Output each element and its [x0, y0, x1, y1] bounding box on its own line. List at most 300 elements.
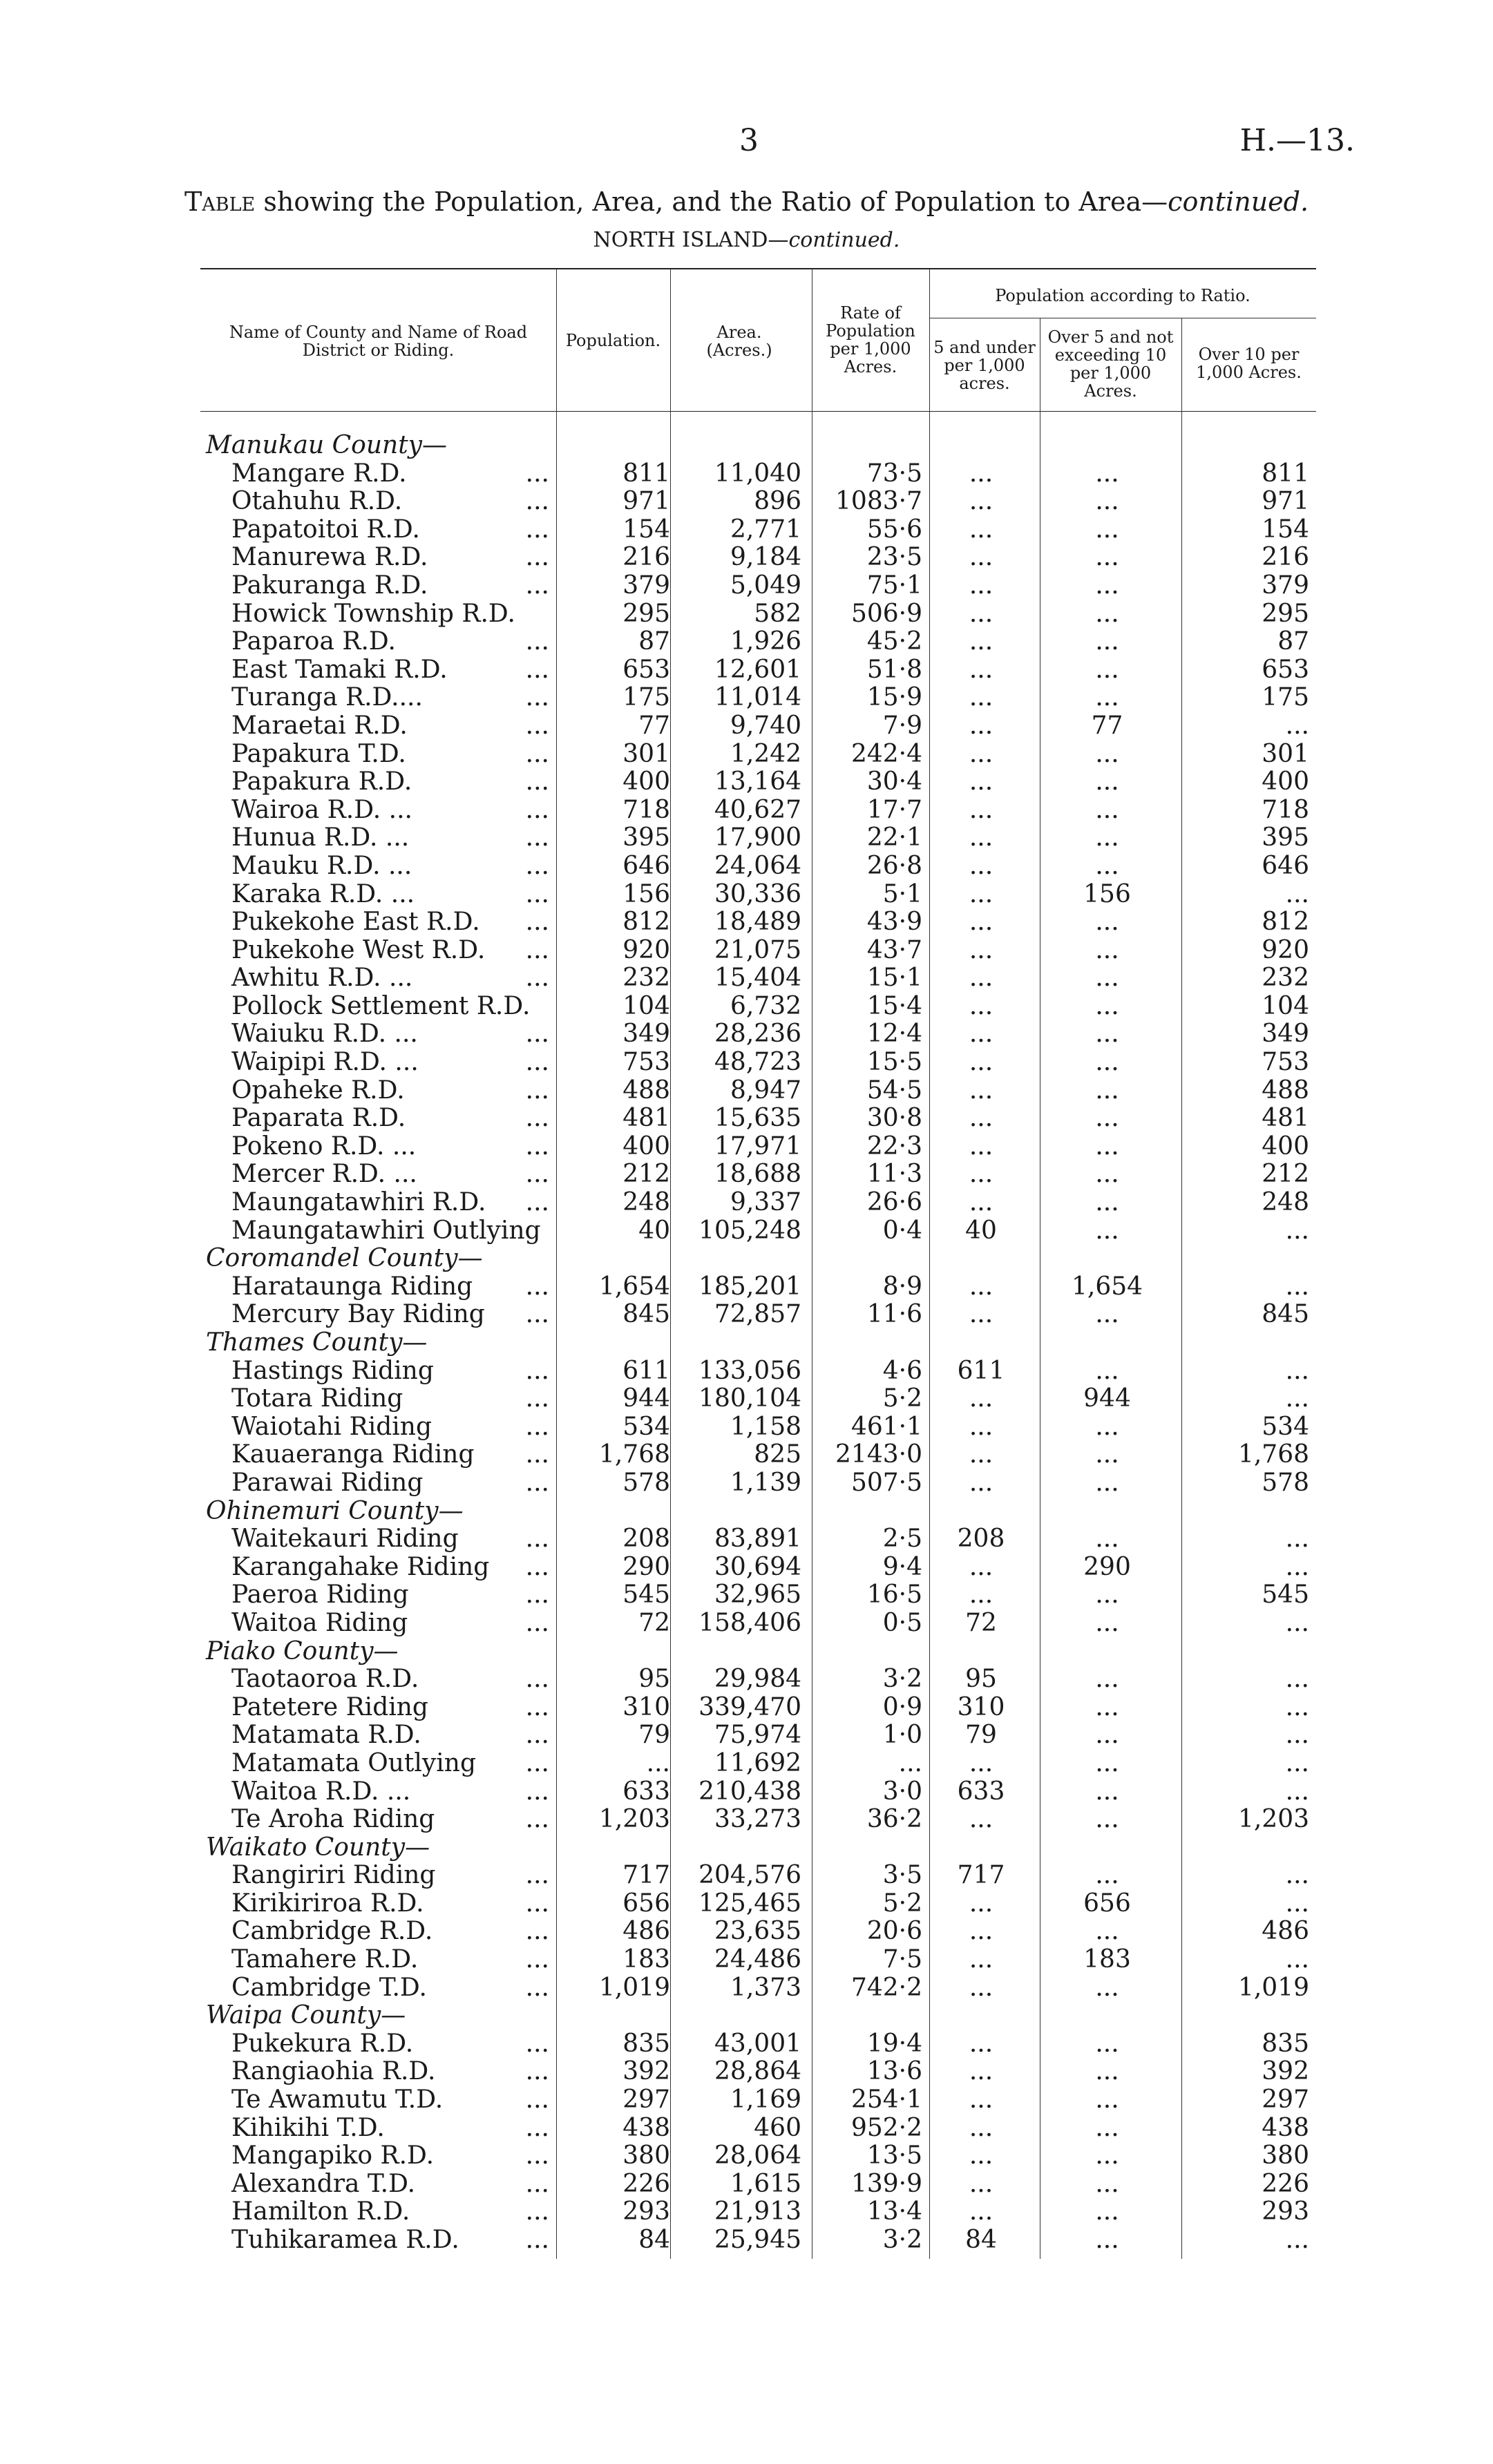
population-cell: 486: [622, 1917, 670, 1946]
5-to-10-cell: ...: [1095, 1692, 1119, 1721]
leader-dots: ...: [525, 1384, 549, 1413]
district-name: Waiuku R.D. ...: [231, 1020, 418, 1049]
population-cell: 481: [622, 1104, 670, 1133]
table-row: [200, 628, 1316, 656]
rate-cell: 15·9: [866, 683, 922, 712]
area-cell: 896: [754, 487, 801, 516]
table-row: [200, 1020, 1316, 1049]
over-10-cell: ...: [1285, 1665, 1309, 1694]
rate-cell: 952·2: [850, 2113, 922, 2142]
district-name: Kirikiriroa R.D.: [231, 1889, 424, 1918]
rate-cell: 12·4: [866, 1020, 922, 1049]
over-10-cell: 395: [1262, 823, 1309, 852]
area-cell: 1,615: [730, 2169, 801, 2198]
table-row: [200, 796, 1316, 825]
leader-dots: ...: [525, 515, 549, 544]
leader-dots: ...: [525, 2226, 549, 2254]
table-row: [200, 2030, 1316, 2059]
population-cell: 154: [622, 515, 670, 544]
table-row: [200, 1581, 1316, 1610]
population-cell: 1,768: [598, 1440, 670, 1469]
population-cell: 534: [622, 1412, 670, 1441]
population-cell: 545: [622, 1580, 670, 1610]
population-cell: 611: [622, 1356, 670, 1385]
rate-cell: 22·1: [866, 823, 922, 852]
rate-cell: 73·5: [866, 459, 922, 488]
5-to-10-cell: ...: [1095, 1721, 1119, 1750]
table-row: [200, 768, 1316, 796]
county-header-row: [200, 1329, 1316, 1357]
population-cell: 1,654: [598, 1272, 670, 1301]
table-row: [200, 1161, 1316, 1189]
county-header-row: [200, 2002, 1316, 2030]
under-5-cell: ...: [969, 1131, 993, 1161]
population-cell: 578: [622, 1468, 670, 1497]
over-10-cell: 845: [1262, 1300, 1309, 1329]
rate-cell: 5·2: [882, 1384, 922, 1413]
district-name: Karangahake Riding: [231, 1552, 490, 1581]
district-name: Pukekohe West R.D.: [231, 935, 486, 964]
document-code: H.—13.: [1239, 123, 1355, 158]
title-continued: continued.: [1168, 187, 1309, 217]
district-name: Rangiaohia R.D.: [231, 2057, 436, 2086]
5-to-10-cell: ...: [1095, 2057, 1119, 2086]
rate-cell: 22·3: [866, 1131, 922, 1161]
table-row: [200, 544, 1316, 572]
table-row: [200, 964, 1316, 993]
header-name: Name of County and Name of Road District or Riding.: [229, 323, 528, 360]
rate-cell: 3·5: [882, 1861, 922, 1890]
table-row: [200, 1301, 1316, 1329]
leader-dots: ...: [525, 795, 549, 824]
area-cell: 25,945: [714, 2226, 801, 2254]
5-to-10-cell: ...: [1095, 1861, 1119, 1890]
under-5-cell: ...: [969, 1468, 993, 1497]
rate-cell: 15·4: [866, 991, 922, 1020]
area-cell: 75,974: [714, 1721, 801, 1750]
rate-cell: 2·5: [882, 1525, 922, 1554]
rate-cell: 11·3: [866, 1160, 922, 1189]
over-10-cell: ...: [1285, 1777, 1309, 1806]
leader-dots: ...: [525, 683, 549, 712]
under-5-cell: ...: [969, 1412, 993, 1441]
under-5-cell: ...: [969, 683, 993, 712]
under-5-cell: ...: [969, 739, 993, 768]
table-row: [200, 1778, 1316, 1806]
district-name: Manurewa R.D.: [231, 543, 428, 572]
county-header-row: [200, 1245, 1316, 1273]
leader-dots: ...: [525, 1468, 549, 1497]
under-5-cell: ...: [969, 1973, 993, 2002]
5-to-10-cell: ...: [1095, 1748, 1119, 1777]
table-row: [200, 1890, 1316, 1918]
area-cell: 17,900: [714, 823, 801, 852]
county-name: Thames County—: [206, 1328, 428, 1357]
area-cell: 18,688: [714, 1160, 801, 1189]
area-cell: 40,627: [714, 795, 801, 824]
5-to-10-cell: 156: [1083, 879, 1131, 908]
leader-dots: ...: [525, 1889, 549, 1918]
leader-dots: ...: [525, 1945, 549, 1974]
district-name: Papakura R.D.: [231, 767, 412, 796]
area-cell: 21,075: [714, 935, 801, 964]
rate-cell: 36·2: [866, 1805, 922, 1834]
leader-dots: ...: [525, 935, 549, 964]
table-title: [0, 187, 1493, 217]
population-cell: 646: [622, 851, 670, 880]
area-cell: 48,723: [714, 1048, 801, 1077]
under-5-cell: ...: [969, 1272, 993, 1301]
table-row: [200, 684, 1316, 712]
leader-dots: ...: [525, 823, 549, 852]
area-cell: 9,337: [730, 1188, 801, 1217]
rate-cell: 13·4: [866, 2197, 922, 2226]
table-row: [200, 1077, 1316, 1105]
over-10-cell: 175: [1262, 683, 1309, 712]
5-to-10-cell: ...: [1095, 627, 1119, 656]
over-10-cell: 212: [1262, 1160, 1309, 1189]
area-cell: 13,164: [714, 767, 801, 796]
under-5-cell: ...: [969, 1076, 993, 1105]
5-to-10-cell: ...: [1095, 823, 1119, 852]
population-cell: 1,019: [598, 1973, 670, 2002]
leader-dots: ...: [525, 879, 549, 908]
county-header-row: [200, 1834, 1316, 1862]
5-to-10-cell: ...: [1095, 1665, 1119, 1694]
table-row: [200, 516, 1316, 544]
over-10-cell: 812: [1262, 908, 1309, 937]
district-name: Maraetai R.D.: [231, 711, 408, 740]
area-cell: 9,740: [730, 711, 801, 740]
under-5-cell: ...: [969, 1889, 993, 1918]
district-name: Howick Township R.D.: [231, 599, 515, 628]
area-cell: 11,692: [714, 1748, 801, 1777]
leader-dots: ...: [525, 1692, 549, 1721]
5-to-10-cell: ...: [1095, 1580, 1119, 1610]
table-row: [200, 1946, 1316, 1974]
subtitle-main: NORTH ISLAND—: [593, 228, 789, 252]
population-cell: 835: [622, 2029, 670, 2058]
population-cell: 310: [622, 1692, 670, 1721]
under-5-cell: ...: [969, 1048, 993, 1077]
rate-cell: 5·1: [882, 879, 922, 908]
population-cell: 216: [622, 543, 670, 572]
area-cell: 29,984: [714, 1665, 801, 1694]
over-10-cell: 232: [1262, 964, 1309, 993]
over-10-cell: 646: [1262, 851, 1309, 880]
population-cell: 1,203: [598, 1805, 670, 1834]
district-name: Papakura T.D.: [231, 739, 406, 768]
over-10-cell: 380: [1262, 2141, 1309, 2170]
leader-dots: ...: [525, 1580, 549, 1610]
under-5-cell: ...: [969, 2197, 993, 2226]
table-row: [200, 1189, 1316, 1217]
table-row: [200, 1133, 1316, 1161]
5-to-10-cell: ...: [1095, 991, 1119, 1020]
5-to-10-cell: ...: [1095, 1805, 1119, 1834]
district-name: Mercury Bay Riding: [231, 1300, 485, 1329]
population-cell: 380: [622, 2141, 670, 2170]
rate-cell: 1·0: [882, 1721, 922, 1750]
area-cell: 28,864: [714, 2057, 801, 2086]
5-to-10-cell: ...: [1095, 2226, 1119, 2254]
header-population: Population.: [565, 331, 661, 350]
5-to-10-cell: ...: [1095, 1412, 1119, 1441]
population-cell: 95: [638, 1665, 670, 1694]
table-row: [200, 1918, 1316, 1946]
district-name: Taotaoroa R.D.: [231, 1665, 419, 1694]
table-row: [200, 712, 1316, 741]
over-10-cell: 216: [1262, 543, 1309, 572]
5-to-10-cell: ...: [1095, 908, 1119, 937]
district-name: Paeroa Riding: [231, 1580, 409, 1610]
5-to-10-cell: ...: [1095, 795, 1119, 824]
5-to-10-cell: ...: [1095, 2029, 1119, 2058]
table-row: [200, 993, 1316, 1021]
rate-cell: 139·9: [850, 2169, 922, 2198]
district-name: Alexandra T.D.: [231, 2169, 416, 2198]
under-5-cell: ...: [969, 1552, 993, 1581]
population-cell: 290: [622, 1552, 670, 1581]
district-name: Maungatawhiri Outlying: [231, 1216, 541, 1245]
district-name: Turanga R.D....: [231, 683, 423, 712]
district-name: Pukekohe East R.D.: [231, 908, 480, 937]
over-10-cell: 392: [1262, 2057, 1309, 2086]
population-cell: 812: [622, 908, 670, 937]
table-row: [200, 2142, 1316, 2170]
population-cell: 293: [622, 2197, 670, 2226]
rate-cell: 51·8: [866, 655, 922, 684]
area-cell: 24,064: [714, 851, 801, 880]
under-5-cell: ...: [969, 1805, 993, 1834]
5-to-10-cell: ...: [1095, 1188, 1119, 1217]
district-name: Parawai Riding: [231, 1468, 424, 1497]
under-5-cell: ...: [969, 2029, 993, 2058]
area-cell: 17,971: [714, 1131, 801, 1161]
table-row: [200, 908, 1316, 937]
area-cell: 1,926: [730, 627, 801, 656]
leader-dots: ...: [525, 1777, 549, 1806]
population-cell: 248: [622, 1188, 670, 1217]
table-row: [200, 2114, 1316, 2143]
over-10-cell: ...: [1285, 1608, 1309, 1637]
population-cell: 845: [622, 1300, 670, 1329]
under-5-cell: ...: [969, 571, 993, 600]
over-10-cell: 438: [1262, 2113, 1309, 2142]
area-cell: 158,406: [698, 1608, 801, 1637]
table-row: [200, 1357, 1316, 1386]
under-5-cell: ...: [969, 1188, 993, 1217]
over-10-cell: ...: [1285, 1552, 1309, 1581]
district-name: Hastings Riding: [231, 1356, 434, 1385]
area-cell: 125,465: [698, 1889, 801, 1918]
under-5-cell: ...: [969, 1300, 993, 1329]
area-cell: 24,486: [714, 1945, 801, 1974]
district-name: Matamata Outlying: [231, 1748, 476, 1777]
rate-cell: 26·8: [866, 851, 922, 880]
district-name: Kauaeranga Riding: [231, 1440, 475, 1469]
rate-cell: 5·2: [882, 1889, 922, 1918]
over-10-cell: ...: [1285, 1692, 1309, 1721]
under-5-cell: ...: [969, 879, 993, 908]
over-10-cell: ...: [1285, 879, 1309, 908]
5-to-10-cell: ...: [1095, 1048, 1119, 1077]
title-main: showing the Population, Area, and the Ratio of Population to Area—: [255, 187, 1168, 217]
rate-cell: 13·6: [866, 2057, 922, 2086]
district-name: Hamilton R.D.: [231, 2197, 410, 2226]
under-5-cell: 79: [965, 1721, 997, 1750]
over-10-cell: ...: [1285, 711, 1309, 740]
5-to-10-cell: ...: [1095, 1777, 1119, 1806]
rate-cell: 11·6: [866, 1300, 922, 1329]
5-to-10-cell: ...: [1095, 655, 1119, 684]
under-5-cell: ...: [969, 795, 993, 824]
under-5-cell: ...: [969, 1384, 993, 1413]
area-cell: 1,158: [730, 1412, 801, 1441]
under-5-cell: 633: [957, 1777, 1005, 1806]
table-row: [200, 1694, 1316, 1722]
population-cell: 40: [638, 1216, 670, 1245]
rate-cell: 23·5: [866, 543, 922, 572]
area-cell: 582: [754, 599, 801, 628]
under-5-cell: ...: [969, 908, 993, 937]
table-row: [200, 1862, 1316, 1890]
over-10-cell: 578: [1262, 1468, 1309, 1497]
5-to-10-cell: 290: [1083, 1552, 1131, 1581]
over-10-cell: ...: [1285, 1525, 1309, 1554]
under-5-cell: 208: [957, 1525, 1005, 1554]
leader-dots: ...: [525, 1412, 549, 1441]
rate-cell: 3·2: [882, 1665, 922, 1694]
rate-cell: 0·4: [882, 1216, 922, 1245]
table-row: [200, 1441, 1316, 1469]
rate-cell: 461·1: [850, 1412, 922, 1441]
leader-dots: ...: [525, 739, 549, 768]
district-name: Maungatawhiri R.D.: [231, 1188, 486, 1217]
over-10-cell: 920: [1262, 935, 1309, 964]
rate-cell: 3·0: [882, 1777, 922, 1806]
leader-dots: ...: [525, 1272, 549, 1301]
table-row: [200, 741, 1316, 769]
district-name: Pokeno R.D. ...: [231, 1131, 417, 1161]
5-to-10-cell: ...: [1095, 1216, 1119, 1245]
population-cell: 971: [622, 487, 670, 516]
over-10-cell: ...: [1285, 1272, 1309, 1301]
table-row: [200, 2058, 1316, 2086]
population-cell: 295: [622, 599, 670, 628]
header-rate: Rate of Population per 1,000 Acres.: [826, 303, 915, 376]
area-cell: 8,947: [730, 1076, 801, 1105]
district-name: Opaheke R.D.: [231, 1076, 405, 1105]
leader-dots: ...: [525, 1525, 549, 1554]
5-to-10-cell: ...: [1095, 1160, 1119, 1189]
under-5-cell: ...: [969, 1748, 993, 1777]
rate-cell: 16·5: [866, 1580, 922, 1610]
table-row: [200, 1273, 1316, 1301]
over-10-cell: 226: [1262, 2169, 1309, 2198]
under-5-cell: ...: [969, 767, 993, 796]
district-name: Papatoitoi R.D.: [231, 515, 420, 544]
leader-dots: ...: [525, 1048, 549, 1077]
5-to-10-cell: ...: [1095, 2169, 1119, 2198]
area-cell: 180,104: [698, 1384, 801, 1413]
population-cell: 753: [622, 1048, 670, 1077]
5-to-10-cell: ...: [1095, 1300, 1119, 1329]
area-cell: 83,891: [714, 1525, 801, 1554]
population-cell: 438: [622, 2113, 670, 2142]
population-cell: 718: [622, 795, 670, 824]
population-cell: 811: [622, 459, 670, 488]
top-rule: [200, 268, 1316, 269]
over-10-cell: ...: [1285, 1721, 1309, 1750]
under-5-cell: ...: [969, 543, 993, 572]
under-5-cell: ...: [969, 487, 993, 516]
district-name: Rangiriri Riding: [231, 1861, 436, 1890]
leader-dots: ...: [525, 1160, 549, 1189]
5-to-10-cell: ...: [1095, 543, 1119, 572]
rate-cell: 45·2: [866, 627, 922, 656]
county-name: Manukau County—: [206, 431, 447, 459]
leader-dots: ...: [525, 1104, 549, 1133]
over-10-cell: 301: [1262, 739, 1309, 768]
over-10-cell: 488: [1262, 1076, 1309, 1105]
under-5-cell: 72: [965, 1608, 997, 1637]
county-name: Waipa County—: [206, 2001, 406, 2030]
table-row: [200, 852, 1316, 881]
under-5-cell: ...: [969, 1917, 993, 1946]
population-cell: 656: [622, 1889, 670, 1918]
population-cell: 208: [622, 1525, 670, 1554]
over-10-cell: 87: [1277, 627, 1309, 656]
5-to-10-cell: ...: [1095, 2113, 1119, 2142]
area-cell: 28,064: [714, 2141, 801, 2170]
population-cell: 72: [638, 1608, 670, 1637]
5-to-10-cell: ...: [1095, 1608, 1119, 1637]
table-row: [200, 1413, 1316, 1442]
under-5-cell: 717: [957, 1861, 1005, 1890]
leader-dots: ...: [525, 1131, 549, 1161]
over-10-cell: ...: [1285, 1861, 1309, 1890]
population-cell: 84: [638, 2226, 670, 2254]
district-name: Totara Riding: [231, 1384, 403, 1413]
population-cell: 400: [622, 1131, 670, 1161]
leader-dots: ...: [525, 2141, 549, 2170]
rate-cell: 254·1: [850, 2085, 922, 2114]
population-cell: 104: [622, 991, 670, 1020]
district-name: Waiotahi Riding: [231, 1412, 432, 1441]
leader-dots: ...: [525, 1608, 549, 1637]
over-10-cell: 486: [1262, 1917, 1309, 1946]
district-name: Waitoa R.D. ...: [231, 1777, 411, 1806]
under-5-cell: 611: [957, 1356, 1005, 1385]
rate-cell: 242·4: [850, 739, 922, 768]
leader-dots: ...: [525, 1076, 549, 1105]
county-header-row: [200, 432, 1316, 460]
table-row: [200, 2198, 1316, 2226]
5-to-10-cell: ...: [1095, 1917, 1119, 1946]
district-name: Harataunga Riding: [231, 1272, 473, 1301]
over-10-cell: ...: [1285, 1889, 1309, 1918]
leader-dots: ...: [525, 2197, 549, 2226]
area-cell: 2,771: [730, 515, 801, 544]
rate-cell: 19·4: [866, 2029, 922, 2058]
under-5-cell: ...: [969, 2113, 993, 2142]
under-5-cell: ...: [969, 711, 993, 740]
rate-cell: 75·1: [866, 571, 922, 600]
leader-dots: ...: [525, 1356, 549, 1385]
district-name: East Tamaki R.D.: [231, 655, 448, 684]
leader-dots: ...: [525, 711, 549, 740]
